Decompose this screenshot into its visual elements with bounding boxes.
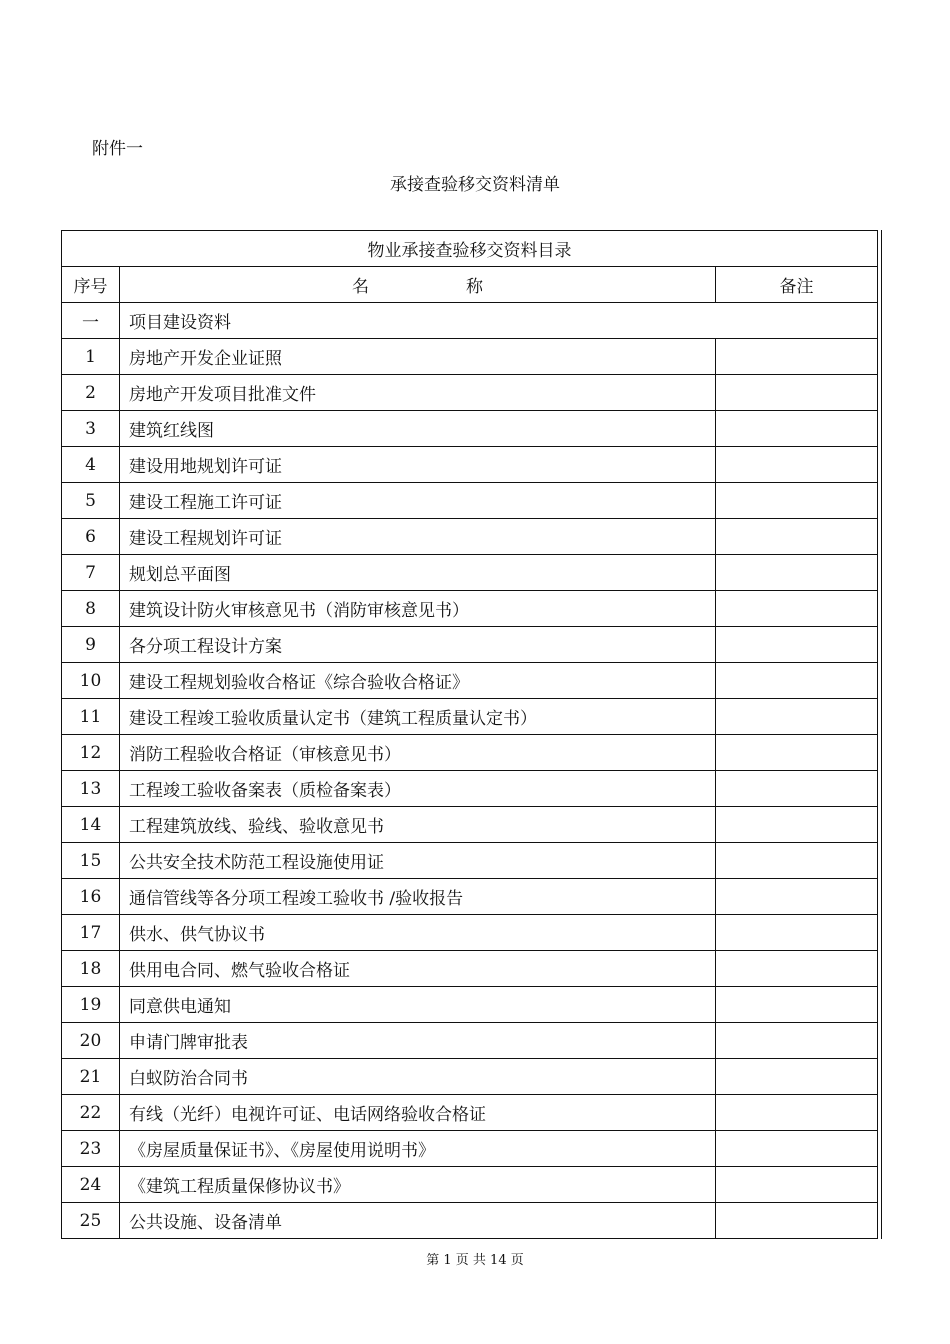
row-name: 《房屋质量保证书》、《房屋使用说明书》: [120, 1131, 716, 1167]
row-no: 8: [62, 591, 120, 627]
row-no: 25: [62, 1203, 120, 1239]
table-row: [62, 375, 878, 411]
row-remark: [716, 735, 878, 771]
row-remark: [716, 519, 878, 555]
row-no: 2: [62, 375, 120, 411]
row-no: 10: [62, 663, 120, 699]
row-remark: [716, 375, 878, 411]
table-row: [62, 987, 878, 1023]
table-row: [62, 699, 878, 735]
row-remark: [716, 987, 878, 1023]
row-no: 7: [62, 555, 120, 591]
row-remark: [716, 447, 878, 483]
table-row: [62, 879, 878, 915]
row-no: 6: [62, 519, 120, 555]
document-table: [61, 230, 878, 1239]
row-remark: [716, 807, 878, 843]
row-remark: [716, 339, 878, 375]
row-no: 1: [62, 339, 120, 375]
row-remark: [716, 1023, 878, 1059]
row-name: 规划总平面图: [120, 555, 716, 591]
row-name: 各分项工程设计方案: [120, 627, 716, 663]
row-name: 房地产开发项目批准文件: [120, 375, 716, 411]
row-no: 9: [62, 627, 120, 663]
row-no: 24: [62, 1167, 120, 1203]
row-no: 3: [62, 411, 120, 447]
row-name: 工程建筑放线、验线、验收意见书: [120, 807, 716, 843]
row-name: 工程竣工验收备案表（质检备案表）: [120, 771, 716, 807]
row-name: 供水、供气协议书: [120, 915, 716, 951]
row-remark: [716, 699, 878, 735]
row-no: 22: [62, 1095, 120, 1131]
row-no: 5: [62, 483, 120, 519]
table-row: [62, 591, 878, 627]
table-row: [62, 807, 878, 843]
row-name: 同意供电通知: [120, 987, 716, 1023]
row-remark: [716, 1095, 878, 1131]
row-remark: [716, 1203, 878, 1239]
table-title-row: [62, 231, 878, 267]
table-row: [62, 735, 878, 771]
header-name: 名 称: [120, 267, 716, 303]
row-remark: [716, 915, 878, 951]
row-no: 15: [62, 843, 120, 879]
row-no: 18: [62, 951, 120, 987]
row-no: 16: [62, 879, 120, 915]
document-table-frame: [61, 230, 882, 1239]
row-remark: [716, 1059, 878, 1095]
row-name: 通信管线等各分项工程竣工验收书 /验收报告: [120, 879, 716, 915]
row-no: 12: [62, 735, 120, 771]
row-remark: [716, 591, 878, 627]
row-no: 23: [62, 1131, 120, 1167]
row-no: 21: [62, 1059, 120, 1095]
header-remark: 备注: [716, 267, 878, 303]
table-row: [62, 555, 878, 591]
row-name: 建设工程规划许可证: [120, 519, 716, 555]
row-name: 有线（光纤）电视许可证、电话网络验收合格证: [120, 1095, 716, 1131]
table-title: 物业承接查验移交资料目录: [62, 231, 878, 267]
document-title: 承接查验移交资料清单: [390, 175, 560, 195]
section-row: [62, 303, 878, 339]
section-no: 一: [62, 303, 120, 339]
row-remark: [716, 771, 878, 807]
table-row: [62, 843, 878, 879]
table-row: [62, 663, 878, 699]
row-no: 14: [62, 807, 120, 843]
table-row: [62, 627, 878, 663]
row-remark: [716, 663, 878, 699]
row-remark: [716, 1131, 878, 1167]
row-name: 供用电合同、燃气验收合格证: [120, 951, 716, 987]
row-name: 公共设施、设备清单: [120, 1203, 716, 1239]
row-name: 消防工程验收合格证（审核意见书）: [120, 735, 716, 771]
row-no: 4: [62, 447, 120, 483]
row-remark: [716, 627, 878, 663]
row-name: 房地产开发企业证照: [120, 339, 716, 375]
table-row: [62, 915, 878, 951]
section-name: 项目建设资料: [120, 303, 878, 339]
row-name: 建设工程施工许可证: [120, 483, 716, 519]
table-row: [62, 411, 878, 447]
row-remark: [716, 483, 878, 519]
row-remark: [716, 555, 878, 591]
table-row: [62, 1095, 878, 1131]
row-name: 建设用地规划许可证: [120, 447, 716, 483]
table-row: [62, 1203, 878, 1239]
table-row: [62, 1131, 878, 1167]
row-remark: [716, 879, 878, 915]
row-name: 公共安全技术防范工程设施使用证: [120, 843, 716, 879]
row-name: 建筑设计防火审核意见书（消防审核意见书）: [120, 591, 716, 627]
row-no: 11: [62, 699, 120, 735]
row-remark: [716, 951, 878, 987]
row-name: 建设工程规划验收合格证《综合验收合格证》: [120, 663, 716, 699]
row-remark: [716, 411, 878, 447]
table-row: [62, 951, 878, 987]
row-no: 19: [62, 987, 120, 1023]
table-row: [62, 339, 878, 375]
row-no: 20: [62, 1023, 120, 1059]
table-row: [62, 771, 878, 807]
row-name: 白蚁防治合同书: [120, 1059, 716, 1095]
row-name: 《建筑工程质量保修协议书》: [120, 1167, 716, 1203]
table-row: [62, 1059, 878, 1095]
row-name: 建设工程竣工验收质量认定书（建筑工程质量认定书）: [120, 699, 716, 735]
table-row: [62, 447, 878, 483]
table-row: [62, 483, 878, 519]
attachment-label: 附件一: [92, 139, 143, 159]
row-no: 17: [62, 915, 120, 951]
table-row: [62, 519, 878, 555]
row-name: 申请门牌审批表: [120, 1023, 716, 1059]
header-no: 序号: [62, 267, 120, 303]
table-row: [62, 1023, 878, 1059]
row-remark: [716, 843, 878, 879]
table-row: [62, 1167, 878, 1203]
row-remark: [716, 1167, 878, 1203]
row-no: 13: [62, 771, 120, 807]
table-header-row: [62, 267, 878, 303]
page-footer: 第 1 页 共 14 页: [426, 1253, 524, 1268]
row-name: 建筑红线图: [120, 411, 716, 447]
